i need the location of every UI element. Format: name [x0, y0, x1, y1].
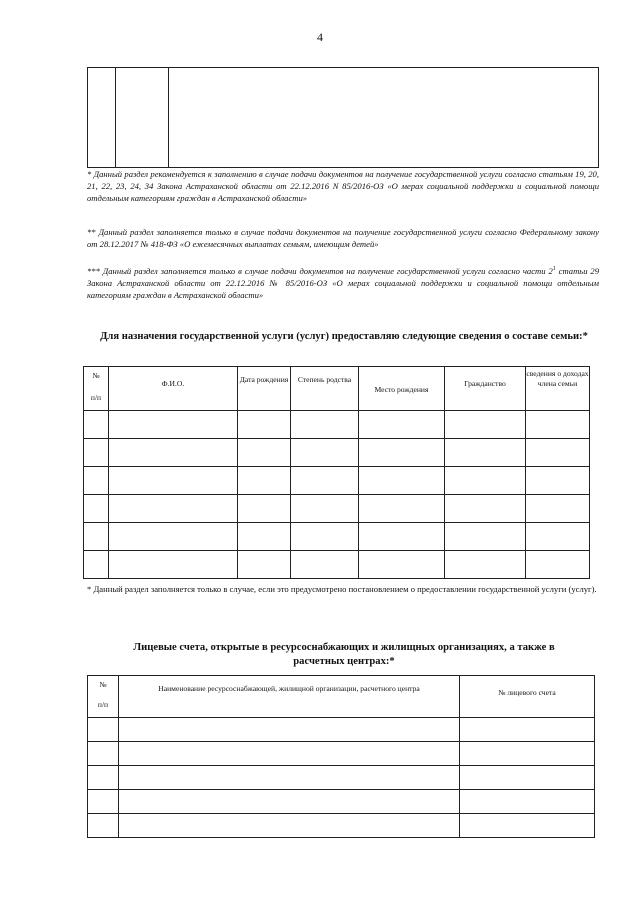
table-cell[interactable]	[445, 411, 526, 439]
table-cell[interactable]	[526, 495, 590, 523]
table-row	[88, 814, 595, 838]
family-footnote: * Данный раздел заполняется только в случае, если это предусмотрено постановлением о предоставлении государственной услуги (услуг).	[87, 584, 597, 594]
table-row	[84, 467, 590, 495]
table-cell[interactable]	[291, 439, 359, 467]
table-cell[interactable]	[460, 766, 595, 790]
table-cell[interactable]	[119, 718, 460, 742]
table-cell[interactable]	[84, 467, 109, 495]
table-cell[interactable]	[526, 523, 590, 551]
table-cell[interactable]	[84, 439, 109, 467]
accounts-heading: Лицевые счета, открытые в ресурсоснабжающих и жилищных организациях, а также в расчетных центрах:*	[133, 642, 555, 667]
page-number: 4	[317, 30, 323, 44]
table-cell[interactable]	[119, 814, 460, 838]
table-cell[interactable]	[460, 814, 595, 838]
table-cell[interactable]	[88, 718, 119, 742]
family-table	[83, 366, 590, 579]
table-cell[interactable]	[238, 411, 291, 439]
table-cell[interactable]	[460, 742, 595, 766]
table-cell[interactable]	[238, 551, 291, 579]
header-number-top: №	[99, 680, 107, 689]
table-cell	[88, 68, 116, 168]
header-number	[84, 367, 109, 411]
table-cell[interactable]	[109, 467, 238, 495]
table-row	[84, 411, 590, 439]
table-cell[interactable]	[238, 495, 291, 523]
table-cell[interactable]	[359, 439, 445, 467]
table-row	[88, 766, 595, 790]
table-cell[interactable]	[109, 495, 238, 523]
note-1: * Данный раздел рекомендуется к заполнению в случае подачи документов на получение государственной услуги согласно статьям 19, 20, 21, 22, 23, 24, 34 Закона Астраханской области от 22.12.2016 N 85/2016-ОЗ «О мерах социальной поддержки и социальной помощи отдельным категориям граждан в Астраханской области»	[87, 169, 599, 203]
table-cell[interactable]	[445, 467, 526, 495]
note-3	[87, 265, 599, 301]
header-number-bottom: п/п	[97, 700, 109, 709]
table-row	[88, 718, 595, 742]
table-cell[interactable]	[238, 439, 291, 467]
header-number-top: №	[92, 371, 100, 380]
table-row	[84, 551, 590, 579]
table-cell[interactable]	[119, 766, 460, 790]
note-3-text-b: статьи 29 Закона Астраханской области от 22.12.2016 № 85/2016-ОЗ «О мерах социальной поддержки и социальной помощи отдельным категориям граждан в Астраханской области»	[87, 266, 599, 300]
table-cell[interactable]	[291, 551, 359, 579]
table-cell[interactable]	[291, 523, 359, 551]
header-fio: Ф.И.О.	[109, 367, 238, 411]
table-row	[84, 495, 590, 523]
table-row	[84, 523, 590, 551]
header-number	[88, 676, 119, 718]
table-cell[interactable]	[526, 467, 590, 495]
header-income: сведения о доходах члена семьи	[526, 367, 590, 411]
table-cell[interactable]	[359, 551, 445, 579]
table-cell[interactable]	[84, 411, 109, 439]
table-cell[interactable]	[445, 439, 526, 467]
table-cell[interactable]	[445, 551, 526, 579]
table-cell[interactable]	[526, 551, 590, 579]
table-cell[interactable]	[88, 814, 119, 838]
note-2: ** Данный раздел заполняется только в случае подачи документов на получение государственной услуги согласно Федеральному закону от 28.12.2017 № 418-ФЗ «О ежемесячных выплатах семьям, имеющим детей»	[87, 227, 599, 249]
header-organization: Наименование ресурсоснабжающей, жилищной организации, расчетного центра	[119, 676, 460, 718]
header-number-bottom: п/п	[90, 393, 102, 402]
table-cell[interactable]	[109, 523, 238, 551]
note-3-superscript: 1	[552, 266, 556, 273]
table-cell[interactable]	[526, 411, 590, 439]
continued-table	[87, 67, 599, 168]
table-cell[interactable]	[526, 439, 590, 467]
table-row	[88, 790, 595, 814]
table-cell[interactable]	[291, 495, 359, 523]
table-cell[interactable]	[84, 551, 109, 579]
table-cell[interactable]	[238, 523, 291, 551]
table-cell[interactable]	[460, 718, 595, 742]
table-cell[interactable]	[109, 439, 238, 467]
table-cell[interactable]	[88, 790, 119, 814]
table-cell[interactable]	[359, 411, 445, 439]
accounts-table	[87, 675, 595, 838]
table-cell[interactable]	[84, 495, 109, 523]
table-cell[interactable]	[359, 523, 445, 551]
table-cell[interactable]	[84, 523, 109, 551]
family-heading: Для назначения государственной услуги (услуг) предоставляю следующие сведения о составе семьи:*	[100, 331, 588, 342]
table-cell[interactable]	[109, 411, 238, 439]
table-cell[interactable]	[359, 467, 445, 495]
note-3-text-a: *** Данный раздел заполняется только в случае подачи документов на получение государственной услуги согласно части 2	[87, 266, 553, 276]
table-cell[interactable]	[119, 742, 460, 766]
header-birthplace: Место рождения	[359, 367, 445, 411]
table-cell[interactable]	[119, 790, 460, 814]
header-account-number: № лицевого счета	[460, 676, 595, 718]
table-cell[interactable]	[291, 411, 359, 439]
header-relation: Степень родства	[291, 367, 359, 411]
table-cell[interactable]	[238, 467, 291, 495]
table-cell[interactable]	[88, 742, 119, 766]
table-cell[interactable]	[359, 495, 445, 523]
table-cell	[169, 68, 599, 168]
table-cell[interactable]	[460, 790, 595, 814]
table-cell[interactable]	[445, 523, 526, 551]
table-cell	[116, 68, 169, 168]
table-cell[interactable]	[291, 467, 359, 495]
table-cell[interactable]	[445, 495, 526, 523]
header-citizenship: Гражданство	[445, 367, 526, 411]
table-cell[interactable]	[109, 551, 238, 579]
table-cell[interactable]	[88, 766, 119, 790]
table-row	[84, 439, 590, 467]
table-row	[88, 742, 595, 766]
header-birthdate: Дата рождения	[238, 367, 291, 411]
